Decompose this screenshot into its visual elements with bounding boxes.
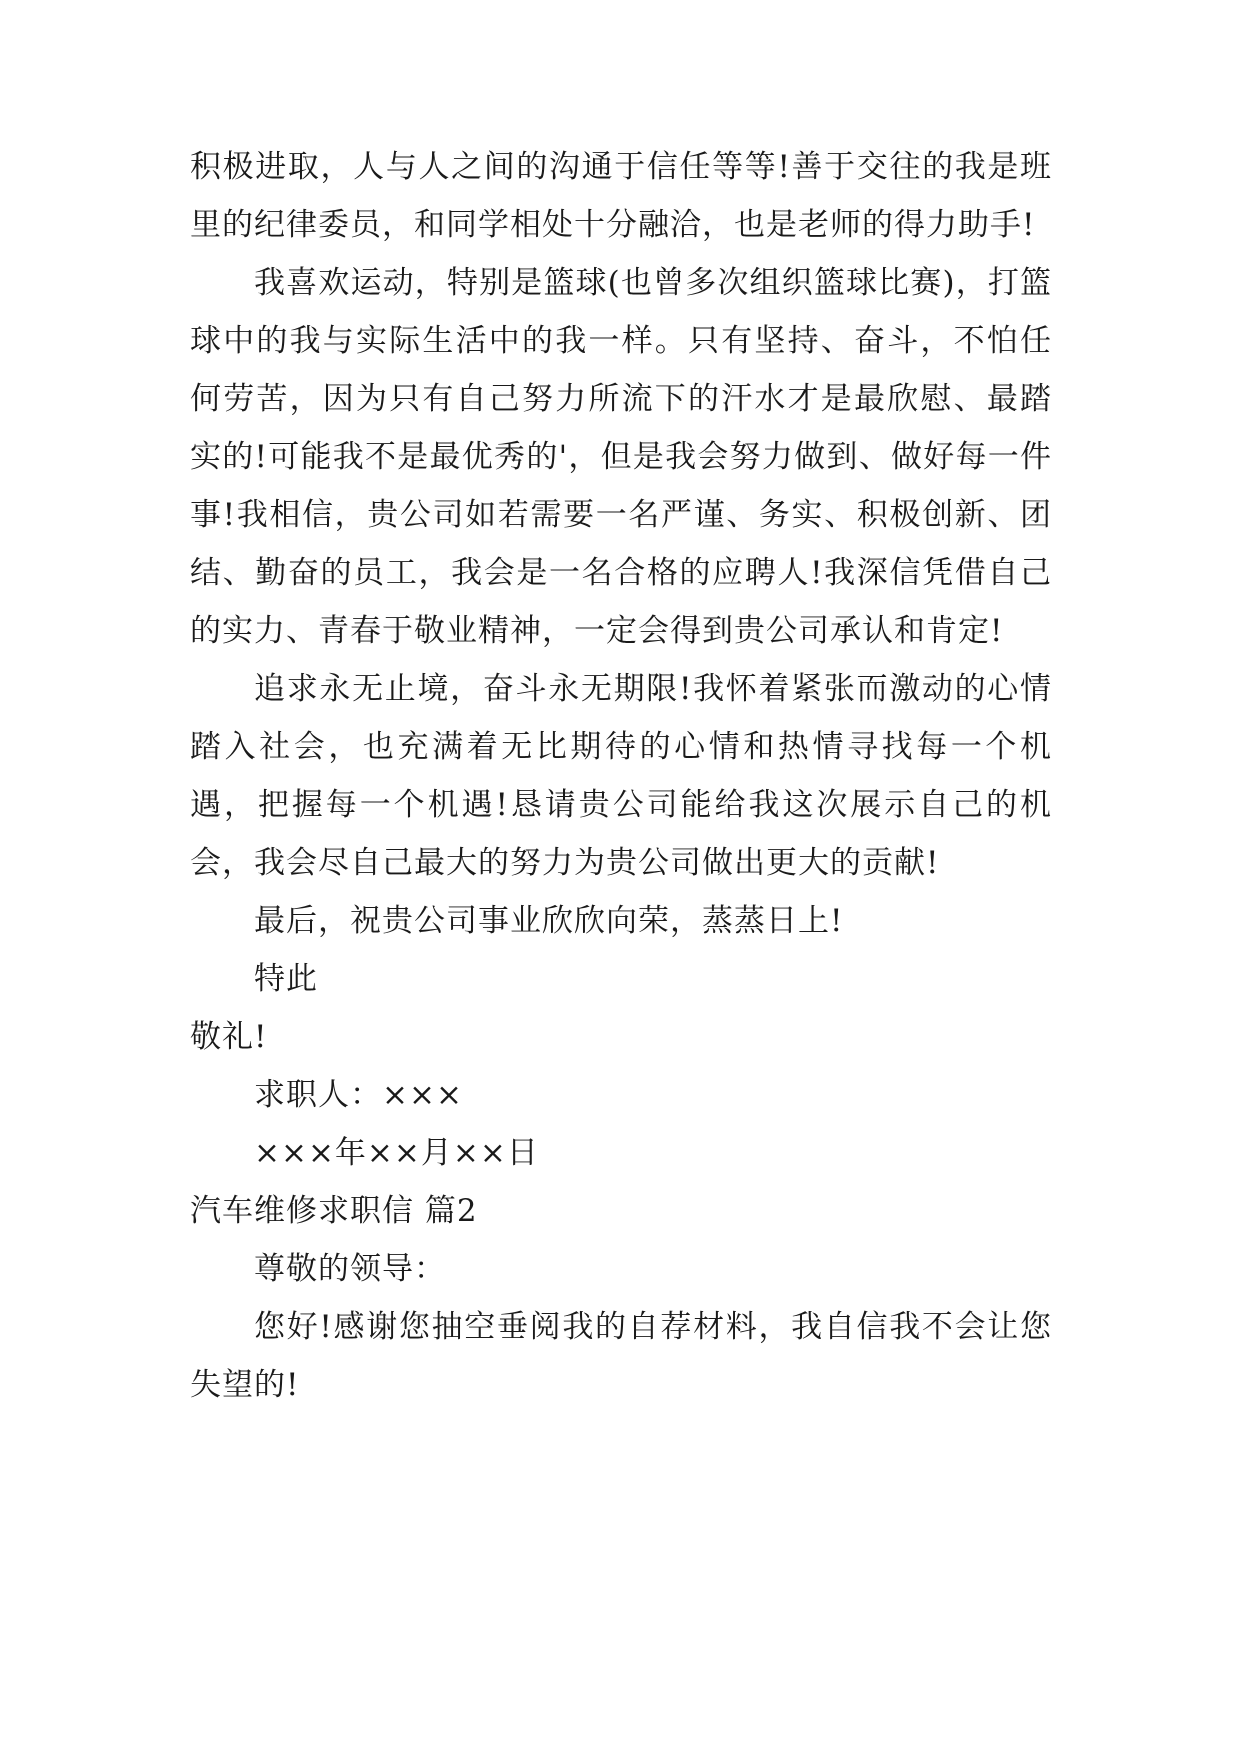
section-title: 汽车维修求职信 篇2 bbox=[190, 1193, 478, 1229]
letter-greeting: 尊敬的领导： bbox=[254, 1251, 446, 1287]
letter-body bbox=[190, 138, 1052, 1414]
paragraph-interpersonal: 积极进取，人与人之间的沟通于信任等等!善于交往的我是班里的纪律委员，和同学相处十分融洽，也是老师的得力助手! bbox=[190, 149, 1052, 243]
paragraph-sports: 我喜欢运动，特别是篮球(也曾多次组织篮球比赛)，打篮球中的我与实际生活中的我一样。只有坚持、奋斗，不怕任何劳苦，因为只有自己努力所流下的汗水才是最欣慰、最踏实的!可能我不是最优秀的'，但是我会努力做到、做好每一件事!我相信，贵公司如若需要一名严谨、务实、积极创新、团结、勤奋的员工，我会是一名合格的应聘人!我深信凭借自己的实力、青春于敬业精神，一定会得到贵公司承认和肯定! bbox=[190, 265, 1052, 649]
closing-wish: 最后，祝贵公司事业欣欣向荣，蒸蒸日上! bbox=[254, 903, 844, 939]
paragraph-opening: 您好!感谢您抽空垂阅我的自荐材料，我自信我不会让您失望的! bbox=[190, 1309, 1052, 1403]
paragraph-aspiration: 追求永无止境，奋斗永无期限!我怀着紧张而激动的心情踏入社会，也充满着无比期待的心情和热情寻找每一个机遇，把握每一个机遇!恳请贵公司能给我这次展示自己的机会，我会尽自己最大的努力为贵公司做出更大的贡献! bbox=[190, 671, 1052, 881]
closing-phrase: 特此 bbox=[254, 961, 318, 997]
letter-date: ×××年××月××日 bbox=[254, 1135, 539, 1171]
applicant-signature: 求职人：××× bbox=[254, 1077, 463, 1113]
salute: 敬礼! bbox=[190, 1019, 268, 1055]
